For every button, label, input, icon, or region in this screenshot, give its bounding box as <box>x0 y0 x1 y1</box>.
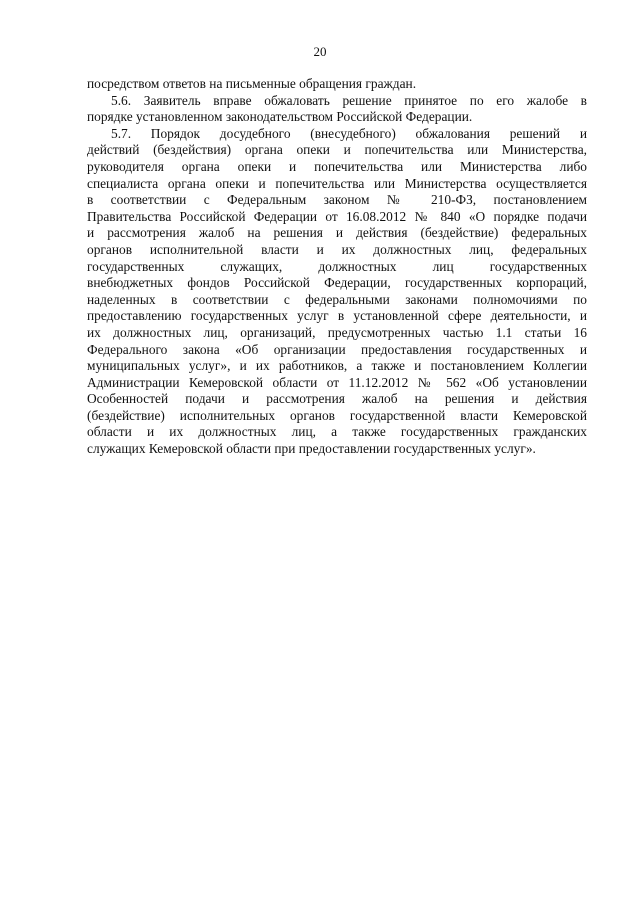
text-line: области и их должностных лиц, а также государственных гражданских <box>87 424 587 440</box>
text-line: Администрации Кемеровской области от 11.12.2012 № 562 «Об установлении <box>87 374 587 390</box>
text-line: наделенных в соответствии с федеральными законами полномочиями по <box>87 291 587 307</box>
text-line: специалиста органа опеки и попечительства или Министерства осуществляется <box>87 175 587 191</box>
text-line: государственных служащих, должностных лиц государственных <box>87 258 587 274</box>
text-line: муниципальных услуг», и их работников, а также и постановлением Коллегии <box>87 358 587 374</box>
text-line: порядке установленном законодательством Российской Федерации. <box>87 109 473 125</box>
text-line: служащих Кемеровской области при предоставлении государственных услуг». <box>87 441 536 457</box>
text-line: в соответствии с Федеральным законом № 210-ФЗ, постановлением <box>87 192 587 208</box>
text-line: их должностных лиц, организаций, предусмотренных частью 1.1 статьи 16 <box>87 324 587 340</box>
text-line: (бездействие) исполнительных органов государственной власти Кемеровской <box>87 407 587 423</box>
text-line: предоставлению государственных услуг в установленной сфере деятельности, и <box>87 308 587 324</box>
text-line: Особенностей подачи и рассмотрения жалоб на решения и действия <box>87 391 587 407</box>
text-line: и рассмотрения жалоб на решения и действия (бездействие) федеральных <box>87 225 587 241</box>
text-line: 5.7. Порядок досудебного (внесудебного) обжалования решений и <box>111 125 587 141</box>
text-line: внебюджетных фондов Российской Федерации, государственных корпораций, <box>87 275 587 291</box>
text-line: руководителя органа опеки и попечительства или Министерства либо <box>87 158 587 174</box>
body-text <box>87 76 587 458</box>
text-line: посредством ответов на письменные обращения граждан. <box>87 76 417 91</box>
text-line: органов исполнительной власти и их должностных лиц, федеральных <box>87 241 587 257</box>
text-line: 5.6. Заявитель вправе обжаловать решение принятое по его жалобе в <box>111 92 587 108</box>
text-line: Федерального закона «Об организации предоставления государственных и <box>87 341 587 357</box>
page-number: 20 <box>313 44 327 59</box>
text-line: действий (бездействия) органа опеки и попечительства или Министерства, <box>87 142 587 158</box>
text-line: Правительства Российской Федерации от 16.08.2012 № 840 «О порядке подачи <box>87 208 587 224</box>
